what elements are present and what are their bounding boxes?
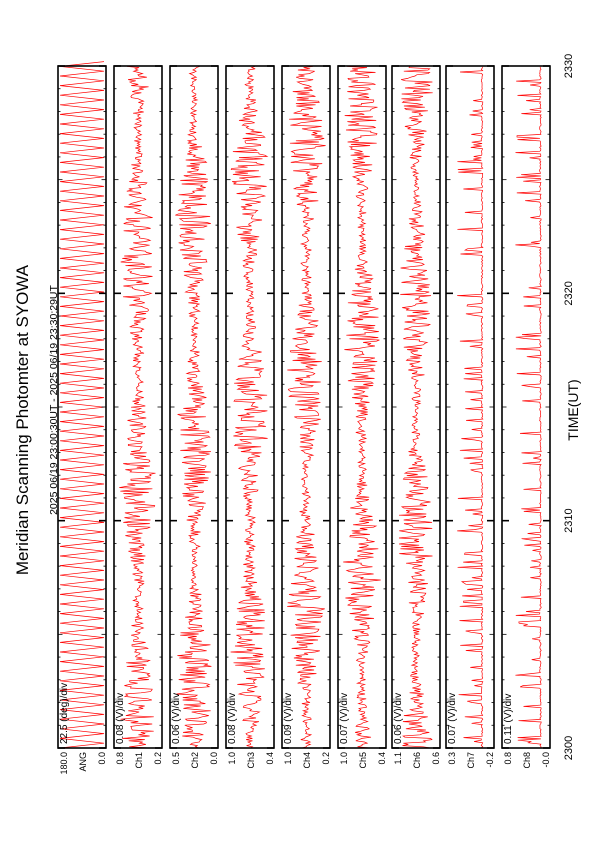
y-tick-label: 0.0	[97, 752, 107, 765]
trace-ch1	[119, 66, 155, 748]
panel-ch2	[170, 66, 219, 769]
channel-label: Ch6	[412, 752, 422, 769]
y-tick-label: -0.0	[541, 752, 551, 768]
time-range-label: 2025 06/19 23:00:30UT - 2025 06/19 23:30:29UT	[48, 285, 60, 515]
panel-ch4	[282, 66, 331, 769]
y-tick-label: 1.0	[283, 752, 293, 765]
panel-group	[58, 62, 551, 775]
trace-ch5	[343, 66, 381, 748]
y-tick-label: 0.6	[431, 752, 441, 765]
frame-ch1	[114, 66, 162, 748]
panel-ch1	[114, 66, 163, 769]
scale-label: 0.09 (V)/div	[283, 692, 294, 744]
trace-ch6	[399, 66, 433, 748]
frame-ang	[58, 66, 106, 748]
trace-ch4	[287, 66, 325, 748]
trace-ch8	[515, 67, 541, 748]
x-tick-label: 2320	[563, 281, 575, 306]
channel-label: Ch5	[358, 752, 368, 769]
channel-label: ANG	[78, 752, 88, 772]
x-tick-label: 2330	[563, 53, 575, 79]
y-tick-label: 0.4	[377, 752, 387, 765]
scale-label: 22.5 (deg)/div	[59, 682, 70, 744]
chart-title: Meridian Scanning Photomter at SYOWA	[13, 264, 32, 576]
y-tick-label: 0.3	[447, 752, 457, 765]
scale-label: 0.06 (V)/div	[393, 692, 404, 744]
channel-label: Ch4	[302, 752, 312, 769]
scale-label: 0.11 (V)/div	[503, 693, 514, 744]
x-tick-label: 2310	[563, 508, 575, 533]
x-tick-label: 2300	[563, 735, 575, 761]
y-tick-label: 1.0	[339, 752, 349, 765]
panel-ch3	[226, 66, 275, 769]
x-axis-label: TIME(UT)	[565, 379, 581, 441]
panel-ch7	[446, 66, 495, 769]
scale-label: 0.07 (V)/div	[339, 692, 350, 744]
panel-ch8	[502, 66, 551, 769]
channel-label: Ch7	[466, 752, 476, 769]
scale-label: 0.06 (V)/div	[171, 692, 182, 744]
y-tick-label: 180.0	[59, 752, 69, 775]
channel-label: Ch1	[134, 752, 144, 769]
trace-ch7	[457, 67, 483, 748]
channel-label: Ch2	[190, 752, 200, 769]
scale-label: 0.08 (V)/div	[227, 692, 238, 744]
scale-label: 0.07 (V)/div	[447, 692, 458, 744]
frame-ch8	[502, 66, 550, 748]
panel-ch5	[338, 66, 387, 769]
y-tick-label: 0.0	[209, 752, 219, 765]
channel-label: Ch3	[246, 752, 256, 769]
y-tick-label: 0.2	[321, 752, 331, 765]
trace-ch3	[231, 66, 268, 748]
y-tick-label: 0.2	[153, 752, 163, 765]
y-tick-label: -0.2	[485, 752, 495, 768]
y-tick-label: 0.5	[171, 752, 181, 765]
panel-ang	[58, 62, 107, 775]
y-tick-label: 1.1	[393, 752, 403, 765]
trace-ch2	[175, 66, 211, 748]
trace-ang	[60, 62, 104, 748]
scale-label: 0.08 (V)/div	[115, 692, 126, 744]
y-tick-label: 0.8	[503, 752, 513, 765]
y-tick-label: 0.8	[115, 752, 125, 765]
panel-ch6	[392, 66, 441, 769]
channel-label: Ch8	[522, 752, 532, 769]
y-tick-label: 1.0	[227, 752, 237, 765]
y-tick-label: 0.4	[265, 752, 275, 765]
